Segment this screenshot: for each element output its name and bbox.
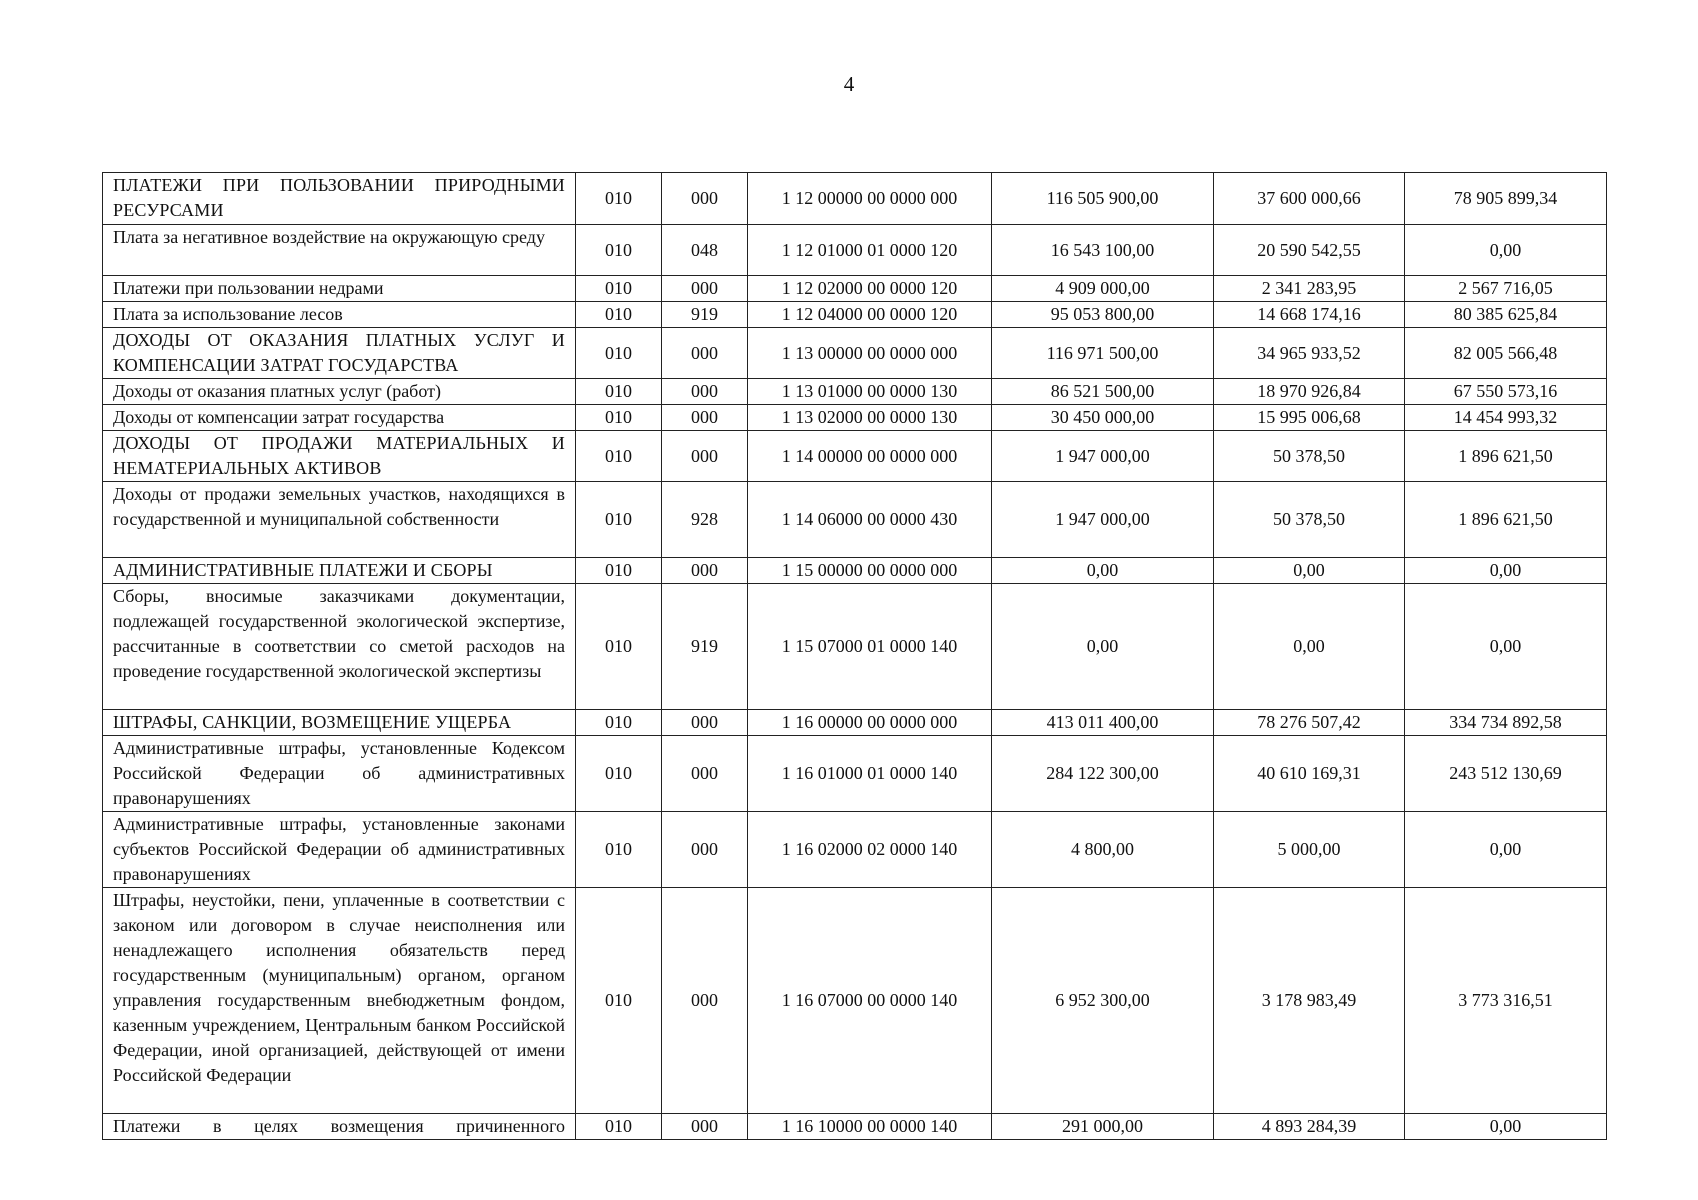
- budget-code: 1 12 04000 00 0000 120: [748, 302, 992, 328]
- budget-code: 1 14 00000 00 0000 000: [748, 431, 992, 482]
- planned-amount: 95 053 800,00: [992, 302, 1214, 328]
- budget-code: 1 16 02000 02 0000 140: [748, 812, 992, 888]
- row-name: Плата за использование лесов: [103, 302, 576, 328]
- row-name: ДОХОДЫ ОТ ОКАЗАНИЯ ПЛАТНЫХ УСЛУГ И КОМПЕНСАЦИИ ЗАТРАТ ГОСУДАРСТВА: [103, 328, 576, 379]
- sub-code: 000: [662, 173, 748, 225]
- table-row: [103, 405, 1607, 431]
- actual-amount: 34 965 933,52: [1214, 328, 1405, 379]
- planned-amount: 116 505 900,00: [992, 173, 1214, 225]
- planned-amount: 116 971 500,00: [992, 328, 1214, 379]
- remainder-amount: 1 896 621,50: [1405, 431, 1607, 482]
- table-row: [103, 225, 1607, 276]
- budget-code: 1 12 00000 00 0000 000: [748, 173, 992, 225]
- planned-amount: 291 000,00: [992, 1114, 1214, 1140]
- sub-code: 000: [662, 812, 748, 888]
- sub-code: 000: [662, 710, 748, 736]
- table-row: [103, 482, 1607, 558]
- admin-code: 010: [576, 710, 662, 736]
- planned-amount: 4 909 000,00: [992, 276, 1214, 302]
- remainder-amount: 14 454 993,32: [1405, 405, 1607, 431]
- budget-code: 1 12 01000 01 0000 120: [748, 225, 992, 276]
- planned-amount: 6 952 300,00: [992, 888, 1214, 1114]
- actual-amount: 18 970 926,84: [1214, 379, 1405, 405]
- row-name: Доходы от продажи земельных участков, находящихся в государственной и муниципальной собственности: [103, 482, 576, 558]
- admin-code: 010: [576, 302, 662, 328]
- table-row: [103, 431, 1607, 482]
- planned-amount: 4 800,00: [992, 812, 1214, 888]
- row-name: Штрафы, неустойки, пени, уплаченные в соответствии с законом или договором в случае неисполнения или ненадлежащего исполнения обязательств перед государственным (муниципальным) органом, органом управления государственным внебюджетным фондом, казенным учреждением, Центральным банком Российской Федерации, иной организацией, действующей от имени Российской Федерации: [103, 888, 576, 1114]
- remainder-amount: 0,00: [1405, 225, 1607, 276]
- row-name: Доходы от компенсации затрат государства: [103, 405, 576, 431]
- admin-code: 010: [576, 812, 662, 888]
- sub-code: 000: [662, 1114, 748, 1140]
- table-row: [103, 276, 1607, 302]
- actual-amount: 20 590 542,55: [1214, 225, 1405, 276]
- remainder-amount: 78 905 899,34: [1405, 173, 1607, 225]
- budget-code: 1 13 00000 00 0000 000: [748, 328, 992, 379]
- planned-amount: 86 521 500,00: [992, 379, 1214, 405]
- budget-code: 1 16 07000 00 0000 140: [748, 888, 992, 1114]
- table-row: [103, 558, 1607, 584]
- sub-code: 000: [662, 276, 748, 302]
- remainder-amount: 80 385 625,84: [1405, 302, 1607, 328]
- planned-amount: 16 543 100,00: [992, 225, 1214, 276]
- row-name: Платежи в целях возмещения причиненного: [103, 1114, 576, 1140]
- actual-amount: 15 995 006,68: [1214, 405, 1405, 431]
- admin-code: 010: [576, 225, 662, 276]
- remainder-amount: 0,00: [1405, 558, 1607, 584]
- remainder-amount: 0,00: [1405, 584, 1607, 710]
- budget-code: 1 14 06000 00 0000 430: [748, 482, 992, 558]
- remainder-amount: 2 567 716,05: [1405, 276, 1607, 302]
- sub-code: 919: [662, 302, 748, 328]
- remainder-amount: 334 734 892,58: [1405, 710, 1607, 736]
- remainder-amount: 67 550 573,16: [1405, 379, 1607, 405]
- sub-code: 000: [662, 328, 748, 379]
- actual-amount: 2 341 283,95: [1214, 276, 1405, 302]
- remainder-amount: 0,00: [1405, 812, 1607, 888]
- admin-code: 010: [576, 558, 662, 584]
- row-name: АДМИНИСТРАТИВНЫЕ ПЛАТЕЖИ И СБОРЫ: [103, 558, 576, 584]
- table-row: [103, 1114, 1607, 1140]
- row-name: ДОХОДЫ ОТ ПРОДАЖИ МАТЕРИАЛЬНЫХ И НЕМАТЕРИАЛЬНЫХ АКТИВОВ: [103, 431, 576, 482]
- planned-amount: 1 947 000,00: [992, 482, 1214, 558]
- planned-amount: 284 122 300,00: [992, 736, 1214, 812]
- planned-amount: 0,00: [992, 558, 1214, 584]
- admin-code: 010: [576, 736, 662, 812]
- actual-amount: 0,00: [1214, 584, 1405, 710]
- sub-code: 928: [662, 482, 748, 558]
- sub-code: 000: [662, 736, 748, 812]
- admin-code: 010: [576, 888, 662, 1114]
- row-name: Сборы, вносимые заказчиками документации, подлежащей государственной экологической экспертизе, рассчитанные в соответствии со сметой расходов на проведение государственной экологической экспертизы: [103, 584, 576, 710]
- actual-amount: 0,00: [1214, 558, 1405, 584]
- table-row: [103, 710, 1607, 736]
- budget-code: 1 16 00000 00 0000 000: [748, 710, 992, 736]
- table-row: [103, 812, 1607, 888]
- budget-code: 1 13 02000 00 0000 130: [748, 405, 992, 431]
- actual-amount: 50 378,50: [1214, 482, 1405, 558]
- budget-code: 1 15 07000 01 0000 140: [748, 584, 992, 710]
- admin-code: 010: [576, 482, 662, 558]
- budget-code: 1 13 01000 00 0000 130: [748, 379, 992, 405]
- actual-amount: 3 178 983,49: [1214, 888, 1405, 1114]
- table-row: [103, 888, 1607, 1114]
- actual-amount: 4 893 284,39: [1214, 1114, 1405, 1140]
- admin-code: 010: [576, 405, 662, 431]
- remainder-amount: 3 773 316,51: [1405, 888, 1607, 1114]
- sub-code: 000: [662, 379, 748, 405]
- table-row: [103, 736, 1607, 812]
- admin-code: 010: [576, 276, 662, 302]
- admin-code: 010: [576, 431, 662, 482]
- actual-amount: 50 378,50: [1214, 431, 1405, 482]
- table-row: [103, 302, 1607, 328]
- planned-amount: 0,00: [992, 584, 1214, 710]
- table-row: [103, 328, 1607, 379]
- row-name: Плата за негативное воздействие на окружающую среду: [103, 225, 576, 276]
- sub-code: 048: [662, 225, 748, 276]
- sub-code: 000: [662, 431, 748, 482]
- row-name: ШТРАФЫ, САНКЦИИ, ВОЗМЕЩЕНИЕ УЩЕРБА: [103, 710, 576, 736]
- row-name: Административные штрафы, установленные законами субъектов Российской Федерации об административных правонарушениях: [103, 812, 576, 888]
- budget-code: 1 12 02000 00 0000 120: [748, 276, 992, 302]
- row-name: Доходы от оказания платных услуг (работ): [103, 379, 576, 405]
- admin-code: 010: [576, 1114, 662, 1140]
- page-number: 4: [843, 72, 855, 96]
- sub-code: 919: [662, 584, 748, 710]
- remainder-amount: 1 896 621,50: [1405, 482, 1607, 558]
- admin-code: 010: [576, 328, 662, 379]
- remainder-amount: 82 005 566,48: [1405, 328, 1607, 379]
- admin-code: 010: [576, 584, 662, 710]
- sub-code: 000: [662, 888, 748, 1114]
- row-name: ПЛАТЕЖИ ПРИ ПОЛЬЗОВАНИИ ПРИРОДНЫМИ РЕСУРСАМИ: [103, 173, 576, 225]
- budget-code: 1 16 01000 01 0000 140: [748, 736, 992, 812]
- actual-amount: 78 276 507,42: [1214, 710, 1405, 736]
- table-row: [103, 173, 1607, 225]
- table-row: [103, 379, 1607, 405]
- budget-code: 1 16 10000 00 0000 140: [748, 1114, 992, 1140]
- planned-amount: 1 947 000,00: [992, 431, 1214, 482]
- actual-amount: 40 610 169,31: [1214, 736, 1405, 812]
- remainder-amount: 0,00: [1405, 1114, 1607, 1140]
- actual-amount: 14 668 174,16: [1214, 302, 1405, 328]
- revenue-table: [102, 172, 1607, 1140]
- row-name: Платежи при пользовании недрами: [103, 276, 576, 302]
- planned-amount: 30 450 000,00: [992, 405, 1214, 431]
- remainder-amount: 243 512 130,69: [1405, 736, 1607, 812]
- row-name: Административные штрафы, установленные Кодексом Российской Федерации об административных правонарушениях: [103, 736, 576, 812]
- admin-code: 010: [576, 379, 662, 405]
- sub-code: 000: [662, 405, 748, 431]
- planned-amount: 413 011 400,00: [992, 710, 1214, 736]
- sub-code: 000: [662, 558, 748, 584]
- actual-amount: 37 600 000,66: [1214, 173, 1405, 225]
- table-row: [103, 584, 1607, 710]
- budget-code: 1 15 00000 00 0000 000: [748, 558, 992, 584]
- admin-code: 010: [576, 173, 662, 225]
- actual-amount: 5 000,00: [1214, 812, 1405, 888]
